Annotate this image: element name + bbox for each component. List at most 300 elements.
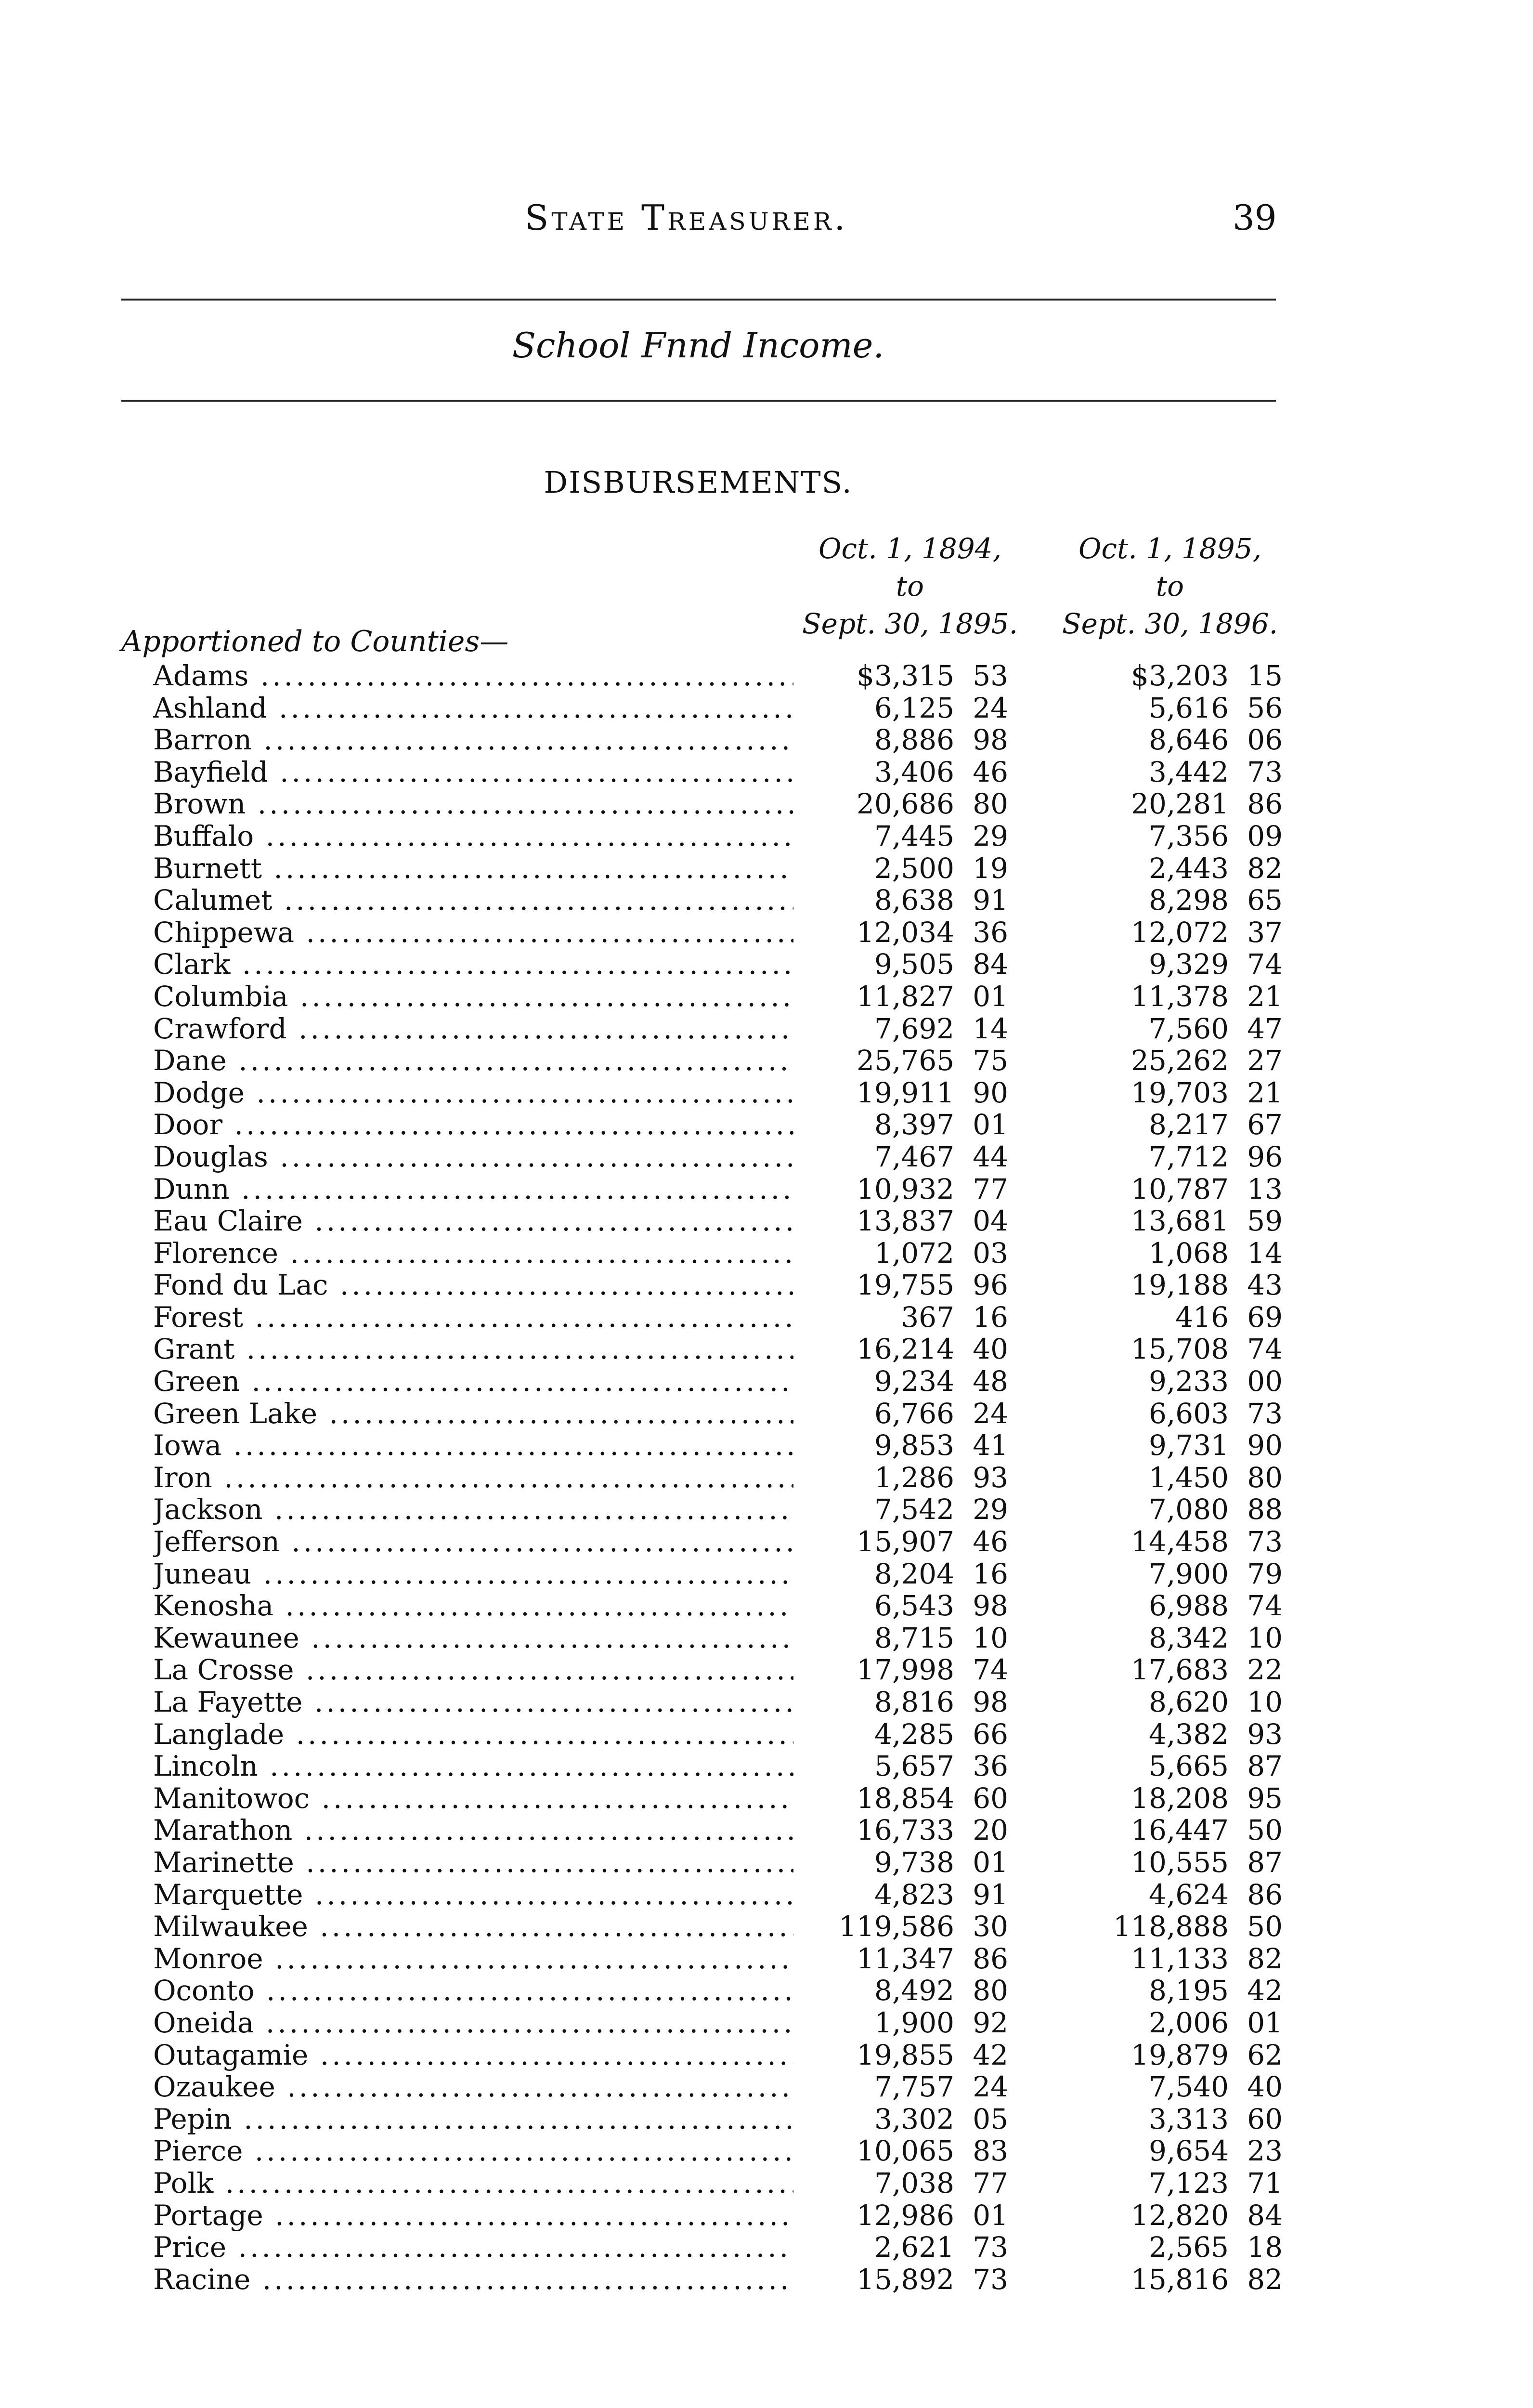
table-row — [0, 1301, 1533, 1334]
dollars: 10,065 — [857, 2134, 954, 2168]
dollars: 7,356 — [1148, 819, 1229, 852]
cents: 43 — [1247, 1269, 1283, 1302]
amount-1895-96 — [1080, 2167, 1283, 2199]
dollars: 8,715 — [874, 1621, 954, 1654]
dollars: 10,555 — [1131, 1845, 1229, 1879]
table-row — [0, 2199, 1533, 2232]
amount-1895-96 — [1080, 2039, 1283, 2071]
cents: 92 — [973, 2006, 1008, 2039]
dollars: $3,315 — [857, 659, 954, 692]
county-name: Polk ..... — [153, 2167, 793, 2199]
amount-1894-95 — [806, 2007, 1008, 2039]
amount-1894-95 — [806, 660, 1008, 692]
county-name: Dodge ..... — [153, 1077, 793, 1109]
county-name: Fond du Lac ..... — [153, 1269, 793, 1301]
dollars: 8,397 — [874, 1108, 954, 1141]
table-row — [0, 756, 1533, 788]
cents: 60 — [973, 1781, 1008, 1815]
amount-1895-96 — [1080, 692, 1283, 724]
amount-1894-95 — [806, 1846, 1008, 1879]
amount-1894-95 — [806, 1590, 1008, 1622]
amount-1895-96 — [1080, 1846, 1283, 1879]
amount-1895-96 — [1080, 1077, 1283, 1109]
dollars: 5,657 — [874, 1750, 954, 1783]
amount-1895-96 — [1080, 1013, 1283, 1045]
table-row — [0, 1173, 1533, 1205]
dollars: 5,665 — [1148, 1750, 1229, 1783]
amount-1895-96 — [1080, 1718, 1283, 1751]
table-row — [0, 2071, 1533, 2103]
amount-1895-96 — [1080, 1141, 1283, 1173]
cents: 23 — [1247, 2134, 1283, 2168]
cents: 82 — [1247, 2263, 1283, 2296]
amount-1894-95 — [806, 1333, 1008, 1365]
table-row — [0, 1013, 1533, 1045]
amount-1895-96 — [1080, 1686, 1283, 1718]
dollars: 416 — [1175, 1300, 1229, 1334]
cents: 01 — [973, 1108, 1008, 1141]
dollars: 8,204 — [874, 1557, 954, 1590]
amount-1895-96 — [1080, 1301, 1283, 1334]
column-header-line: Sept. 30, 1896. — [1062, 607, 1278, 640]
county-name: Jefferson ..... — [153, 1526, 793, 1558]
dollars: 12,820 — [1131, 2199, 1229, 2232]
dollars: 11,133 — [1131, 1942, 1229, 1975]
dollars: 6,988 — [1148, 1589, 1229, 1623]
county-name: Barron ..... — [153, 724, 793, 756]
cents: 50 — [1247, 1814, 1283, 1847]
cents: 84 — [973, 948, 1008, 981]
dollars: 2,500 — [874, 851, 954, 885]
cents: 73 — [973, 2231, 1008, 2264]
cents: 46 — [973, 1525, 1008, 1558]
dollars: 7,038 — [874, 2166, 954, 2199]
cents: 91 — [973, 1878, 1008, 1911]
amount-1894-95 — [806, 1141, 1008, 1173]
dollars: 13,837 — [857, 1204, 954, 1238]
dollars: 3,442 — [1148, 755, 1229, 788]
county-name: Grant ..... — [153, 1333, 793, 1365]
cents: 91 — [973, 884, 1008, 917]
dollars: 15,816 — [1131, 2263, 1229, 2296]
cents: 50 — [1247, 1910, 1283, 1943]
table-row — [0, 1558, 1533, 1590]
cents: 98 — [973, 1589, 1008, 1623]
amount-1895-96 — [1080, 1814, 1283, 1846]
amount-1895-96 — [1080, 2103, 1283, 2135]
amount-1895-96 — [1080, 1429, 1283, 1462]
county-name: Douglas ..... — [153, 1141, 793, 1173]
amount-1894-95 — [806, 2103, 1008, 2135]
cents: 75 — [973, 1044, 1008, 1077]
dollars: 10,932 — [857, 1172, 954, 1205]
amount-1894-95 — [806, 916, 1008, 949]
amount-1894-95 — [806, 981, 1008, 1013]
cents: 96 — [973, 1269, 1008, 1302]
table-row — [0, 724, 1533, 756]
cents: 98 — [973, 723, 1008, 757]
table-row — [0, 1398, 1533, 1430]
county-name: Marquette ..... — [153, 1879, 793, 1911]
cents: 16 — [973, 1557, 1008, 1590]
table-row — [0, 2007, 1533, 2039]
county-name: Outagamie ..... — [153, 2039, 793, 2071]
amount-1895-96 — [1080, 2071, 1283, 2103]
county-name: La Fayette ..... — [153, 1686, 793, 1718]
dollars: 17,998 — [857, 1653, 954, 1687]
amount-1894-95 — [806, 1750, 1008, 1782]
county-name: Marathon ..... — [153, 1814, 793, 1846]
county-name: Juneau ..... — [153, 1558, 793, 1590]
dollars: 7,540 — [1148, 2070, 1229, 2104]
dollars: 16,447 — [1131, 1814, 1229, 1847]
dollars: 2,006 — [1148, 2006, 1229, 2039]
dollars: 10,787 — [1131, 1172, 1229, 1205]
cents: 74 — [1247, 1589, 1283, 1623]
county-name: Oneida ..... — [153, 2007, 793, 2039]
amount-1895-96 — [1080, 660, 1283, 692]
amount-1895-96 — [1080, 1750, 1283, 1782]
amount-1895-96 — [1080, 1782, 1283, 1815]
cents: 73 — [1247, 1397, 1283, 1430]
cents: 77 — [973, 1172, 1008, 1205]
dollars: 8,886 — [874, 723, 954, 757]
table-row — [0, 1750, 1533, 1782]
dollars: 9,731 — [1148, 1429, 1229, 1462]
cents: 09 — [1247, 819, 1283, 852]
cents: 77 — [973, 2166, 1008, 2199]
county-name: Green ..... — [153, 1365, 793, 1398]
amount-1895-96 — [1080, 1526, 1283, 1558]
county-name: Clark ..... — [153, 948, 793, 981]
cents: 24 — [973, 691, 1008, 724]
cents: 29 — [973, 1493, 1008, 1526]
dollars: 19,855 — [857, 2038, 954, 2071]
amount-1894-95 — [806, 1398, 1008, 1430]
dollars: 7,123 — [1148, 2166, 1229, 2199]
amount-1894-95 — [806, 692, 1008, 724]
cents: 01 — [973, 1845, 1008, 1879]
dollars: 6,543 — [874, 1589, 954, 1623]
county-name: Calumet ..... — [153, 884, 793, 916]
amount-1895-96 — [1080, 820, 1283, 852]
county-name: Manitowoc ..... — [153, 1782, 793, 1815]
dollars: 6,125 — [874, 691, 954, 724]
cents: 80 — [973, 1974, 1008, 2007]
dollars: 9,505 — [874, 948, 954, 981]
table-row — [0, 1975, 1533, 2007]
county-name: Forest ..... — [153, 1301, 793, 1334]
table-row — [0, 1718, 1533, 1751]
amount-1895-96 — [1080, 1622, 1283, 1654]
county-name: Eau Claire ..... — [153, 1205, 793, 1237]
dollars: 11,827 — [857, 980, 954, 1013]
dollars: 1,072 — [874, 1236, 954, 1269]
cents: 86 — [973, 1942, 1008, 1975]
cents: 36 — [973, 916, 1008, 949]
amount-1894-95 — [806, 1365, 1008, 1398]
amount-1894-95 — [806, 1943, 1008, 1975]
amount-1895-96 — [1080, 724, 1283, 756]
cents: 40 — [1247, 2070, 1283, 2104]
table-row — [0, 1686, 1533, 1718]
column-header-line: to — [896, 570, 924, 602]
table-row — [0, 2264, 1533, 2296]
table-row — [0, 1622, 1533, 1654]
cents: 60 — [1247, 2102, 1283, 2135]
county-name: Portage ..... — [153, 2199, 793, 2232]
column-header-line: Oct. 1, 1895, — [1078, 532, 1262, 565]
amount-1894-95 — [806, 1975, 1008, 2007]
amount-1894-95 — [806, 788, 1008, 820]
dollars: 9,853 — [874, 1429, 954, 1462]
amount-1894-95 — [806, 1526, 1008, 1558]
cents: 82 — [1247, 851, 1283, 885]
cents: 37 — [1247, 916, 1283, 949]
dollars: 19,755 — [857, 1269, 954, 1302]
table-row — [0, 2167, 1533, 2199]
cents: 10 — [1247, 1686, 1283, 1718]
dollars: 18,854 — [857, 1781, 954, 1815]
dollars: 7,560 — [1148, 1012, 1229, 1045]
amount-1894-95 — [806, 1173, 1008, 1205]
county-name: Crawford ..... — [153, 1013, 793, 1045]
county-name: Iron ..... — [153, 1462, 793, 1494]
cents: 29 — [973, 819, 1008, 852]
amount-1894-95 — [806, 724, 1008, 756]
dollars: 11,347 — [857, 1942, 954, 1975]
cents: 56 — [1247, 691, 1283, 724]
amount-1894-95 — [806, 1493, 1008, 1526]
table-row — [0, 852, 1533, 885]
amount-1894-95 — [806, 1429, 1008, 1462]
cents: 82 — [1247, 1942, 1283, 1975]
amount-1895-96 — [1080, 1269, 1283, 1301]
cents: 59 — [1247, 1204, 1283, 1238]
table-row — [0, 2135, 1533, 2167]
amount-1894-95 — [806, 1622, 1008, 1654]
county-name: Dane ..... — [153, 1045, 793, 1077]
cents: 69 — [1247, 1300, 1283, 1334]
cents: 71 — [1247, 2166, 1283, 2199]
running-header: State Treasurer. — [525, 197, 848, 238]
column-header-line: Sept. 30, 1895. — [802, 607, 1018, 640]
cents: 62 — [1247, 2038, 1283, 2071]
dollars: 7,445 — [874, 819, 954, 852]
cents: 74 — [973, 1653, 1008, 1687]
table-row — [0, 948, 1533, 981]
cents: 40 — [973, 1333, 1008, 1366]
county-name: Kenosha ..... — [153, 1590, 793, 1622]
county-table — [0, 660, 1533, 2295]
dollars: 17,683 — [1131, 1653, 1229, 1687]
amount-1895-96 — [1080, 1654, 1283, 1686]
table-row — [0, 1943, 1533, 1975]
county-name: La Crosse ..... — [153, 1654, 793, 1686]
cents: 10 — [1247, 1621, 1283, 1654]
dollars: 9,329 — [1148, 948, 1229, 981]
dollars: 9,738 — [874, 1845, 954, 1879]
cents: 22 — [1247, 1653, 1283, 1687]
cents: 74 — [1247, 948, 1283, 981]
table-row — [0, 1429, 1533, 1462]
amount-1894-95 — [806, 1911, 1008, 1943]
cents: 36 — [973, 1750, 1008, 1783]
county-name: Florence ..... — [153, 1237, 793, 1269]
amount-1894-95 — [806, 1558, 1008, 1590]
county-name: Milwaukee ..... — [153, 1911, 793, 1943]
cents: 27 — [1247, 1044, 1283, 1077]
dollars: 7,757 — [874, 2070, 954, 2104]
table-row — [0, 788, 1533, 820]
column-header-1895-96 — [1045, 530, 1295, 642]
amount-1894-95 — [806, 852, 1008, 885]
table-row — [0, 1782, 1533, 1815]
amount-1895-96 — [1080, 1493, 1283, 1526]
cents: 86 — [1247, 787, 1283, 821]
amount-1894-95 — [806, 1237, 1008, 1269]
cents: 73 — [1247, 755, 1283, 788]
county-name: Lincoln ..... — [153, 1750, 793, 1782]
dollars: 7,467 — [874, 1140, 954, 1173]
cents: 14 — [1247, 1236, 1283, 1269]
amount-1894-95 — [806, 1269, 1008, 1301]
table-row — [0, 1205, 1533, 1237]
dollars: 119,586 — [839, 1910, 954, 1943]
table-row — [0, 1911, 1533, 1943]
cents: 01 — [973, 980, 1008, 1013]
amount-1895-96 — [1080, 756, 1283, 788]
table-row — [0, 1045, 1533, 1077]
cents: 01 — [1247, 2006, 1283, 2039]
county-name: Monroe ..... — [153, 1943, 793, 1975]
dollars: 3,302 — [874, 2102, 954, 2135]
table-row — [0, 2231, 1533, 2264]
dollars: 18,208 — [1131, 1781, 1229, 1815]
cents: 04 — [973, 1204, 1008, 1238]
dollars: 9,234 — [874, 1365, 954, 1398]
amount-1895-96 — [1080, 948, 1283, 981]
column-header-1894-95 — [785, 530, 1035, 642]
dollars: 8,195 — [1148, 1974, 1229, 2007]
amount-1895-96 — [1080, 852, 1283, 885]
table-row — [0, 1879, 1533, 1911]
cents: 84 — [1247, 2199, 1283, 2232]
table-row — [0, 1462, 1533, 1494]
cents: 80 — [1247, 1461, 1283, 1494]
table-row — [0, 1590, 1533, 1622]
amount-1895-96 — [1080, 1237, 1283, 1269]
cents: 19 — [973, 851, 1008, 885]
page-number: 39 — [1233, 197, 1277, 238]
dollars: 19,879 — [1131, 2038, 1229, 2071]
dollars: 9,654 — [1148, 2134, 1229, 2168]
amount-1894-95 — [806, 1814, 1008, 1846]
dollars: 3,313 — [1148, 2102, 1229, 2135]
county-name: Price ..... — [153, 2231, 793, 2264]
dollars: 7,692 — [874, 1012, 954, 1045]
amount-1895-96 — [1080, 1205, 1283, 1237]
dollars: 20,281 — [1131, 787, 1229, 821]
cents: 00 — [1247, 1365, 1283, 1398]
table-row — [0, 1526, 1533, 1558]
table-row — [0, 2039, 1533, 2071]
amount-1895-96 — [1080, 1365, 1283, 1398]
section-title: DISBURSEMENTS. — [544, 465, 853, 500]
county-name: Marinette ..... — [153, 1846, 793, 1879]
dollars: 7,080 — [1148, 1493, 1229, 1526]
group-label: Apportioned to Counties— — [121, 625, 509, 658]
amount-1894-95 — [806, 2135, 1008, 2167]
cents: 10 — [973, 1621, 1008, 1654]
amount-1894-95 — [806, 1686, 1008, 1718]
amount-1894-95 — [806, 1301, 1008, 1334]
cents: 96 — [1247, 1140, 1283, 1173]
dollars: 2,621 — [874, 2231, 954, 2264]
dollars: 12,986 — [857, 2199, 954, 2232]
dollars: 7,542 — [874, 1493, 954, 1526]
cents: 88 — [1247, 1493, 1283, 1526]
amount-1895-96 — [1080, 916, 1283, 949]
cents: 90 — [973, 1076, 1008, 1109]
dollars: 25,262 — [1131, 1044, 1229, 1077]
dollars: 4,823 — [874, 1878, 954, 1911]
cents: 24 — [973, 2070, 1008, 2104]
dollars: 4,624 — [1148, 1878, 1229, 1911]
cents: 87 — [1247, 1845, 1283, 1879]
cents: 73 — [973, 2263, 1008, 2296]
amount-1895-96 — [1080, 1590, 1283, 1622]
dollars: 8,816 — [874, 1686, 954, 1718]
cents: 06 — [1247, 723, 1283, 757]
amount-1894-95 — [806, 2199, 1008, 2232]
table-row — [0, 1141, 1533, 1173]
cents: 18 — [1247, 2231, 1283, 2264]
county-name: Dunn ..... — [153, 1173, 793, 1205]
dollars: 16,214 — [857, 1333, 954, 1366]
table-row — [0, 2103, 1533, 2135]
cents: 93 — [1247, 1717, 1283, 1751]
amount-1895-96 — [1080, 1879, 1283, 1911]
cents: 53 — [973, 659, 1008, 692]
cents: 90 — [1247, 1429, 1283, 1462]
amount-1894-95 — [806, 1205, 1008, 1237]
amount-1894-95 — [806, 1045, 1008, 1077]
table-subtitle: School Fnnd Income. — [512, 325, 884, 366]
dollars: 13,681 — [1131, 1204, 1229, 1238]
county-name: Jackson ..... — [153, 1493, 793, 1526]
amount-1895-96 — [1080, 884, 1283, 916]
cents: 98 — [973, 1686, 1008, 1718]
dollars: 9,233 — [1148, 1365, 1229, 1398]
dollars: 6,766 — [874, 1397, 954, 1430]
dollars: 8,646 — [1148, 723, 1229, 757]
table-row — [0, 1109, 1533, 1141]
table-row — [0, 1846, 1533, 1879]
table-row — [0, 820, 1533, 852]
county-name: Bayfield ..... — [153, 756, 793, 788]
column-header-line: to — [1156, 570, 1184, 602]
cents: 48 — [973, 1365, 1008, 1398]
amount-1895-96 — [1080, 2264, 1283, 2296]
county-name: Door ..... — [153, 1109, 793, 1141]
amount-1895-96 — [1080, 1398, 1283, 1430]
table-row — [0, 1493, 1533, 1526]
dollars: 5,616 — [1148, 691, 1229, 724]
amount-1894-95 — [806, 1013, 1008, 1045]
column-header-line: Oct. 1, 1894, — [818, 532, 1002, 565]
amount-1894-95 — [806, 1109, 1008, 1141]
